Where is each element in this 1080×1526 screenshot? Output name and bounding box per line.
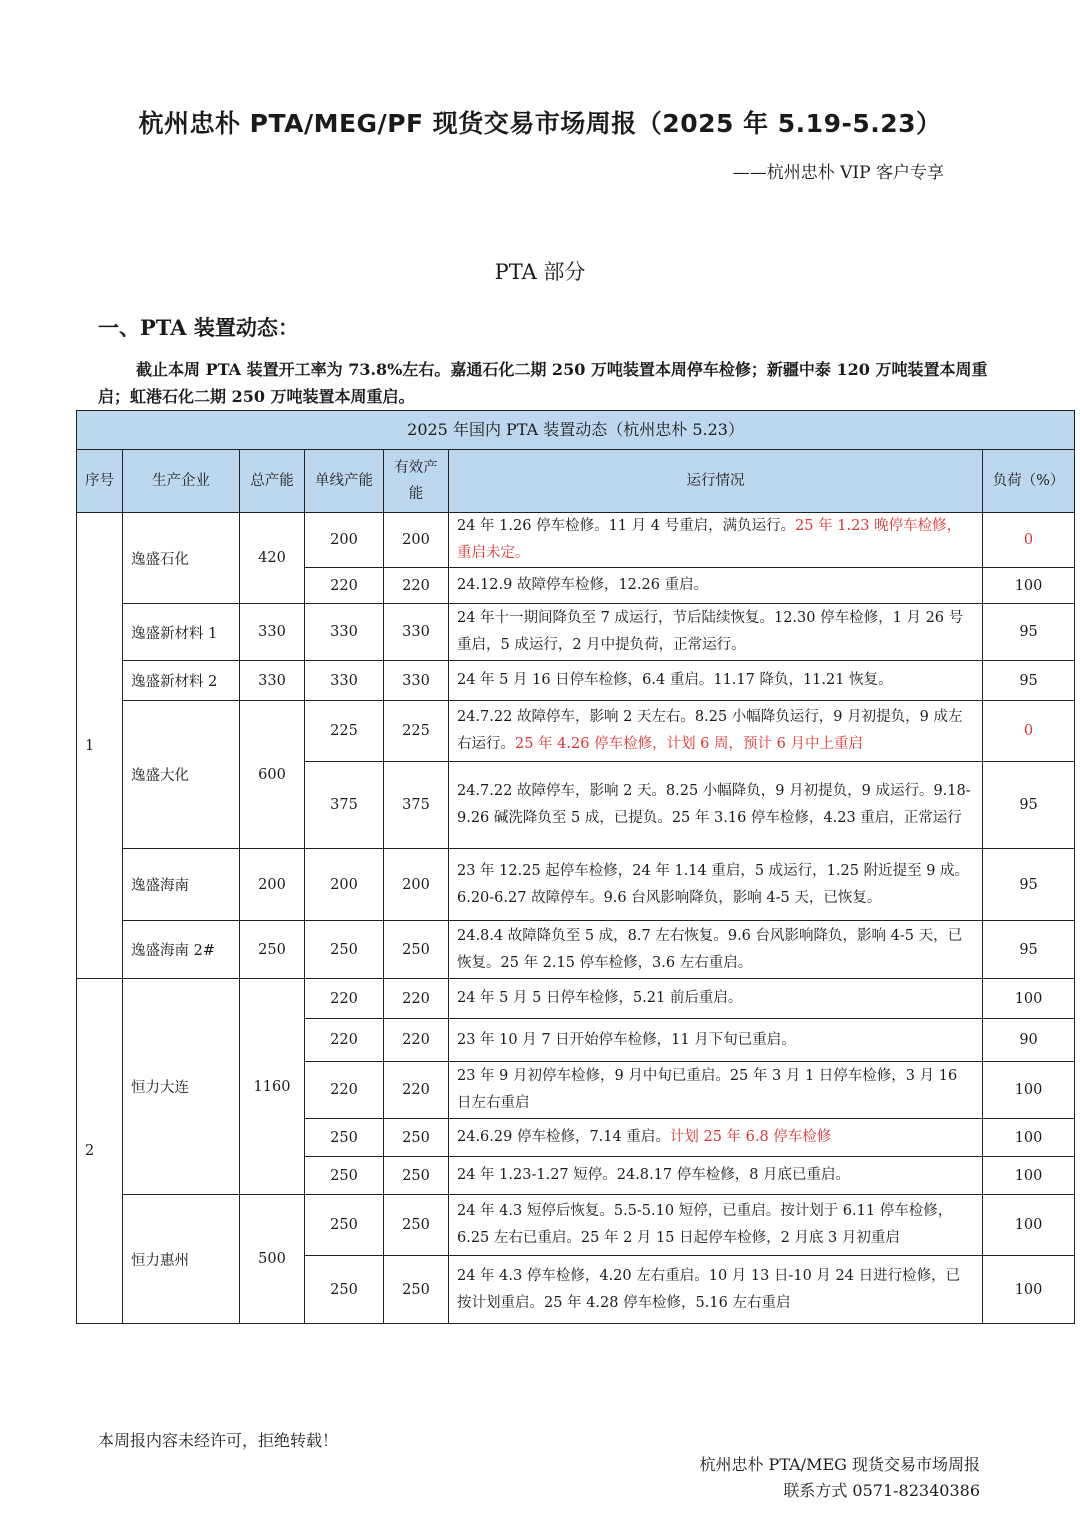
header-effective-capacity: 有效产能 bbox=[384, 450, 449, 513]
status-text: 24.8.4 故障降负至 5 成，8.7 左右恢复。9.6 台风影响降负，影响 4-5 天，已恢复。25 年 2.15 停车检修，3.6 左右重启。 bbox=[449, 921, 983, 979]
table-row bbox=[77, 1195, 1075, 1256]
load-value: 95 bbox=[983, 921, 1075, 979]
header-seq: 序号 bbox=[77, 450, 123, 513]
status-text: 24 年 5 月 5 日停车检修，5.21 前后重启。 bbox=[449, 979, 983, 1019]
company-name: 恒力大连 bbox=[123, 979, 240, 1195]
effective-capacity: 220 bbox=[384, 979, 449, 1019]
pta-plant-table bbox=[76, 410, 1075, 1324]
line-capacity: 250 bbox=[305, 1119, 384, 1157]
effective-capacity: 250 bbox=[384, 1119, 449, 1157]
status-text: 24 年 1.23-1.27 短停。24.8.17 停车检修，8 月底已重启。 bbox=[449, 1157, 983, 1195]
table-row bbox=[77, 979, 1075, 1019]
total-capacity: 200 bbox=[240, 849, 305, 921]
line-capacity: 220 bbox=[305, 568, 384, 604]
load-value: 95 bbox=[983, 604, 1075, 661]
load-value: 100 bbox=[983, 568, 1075, 604]
section-heading: 一、PTA 装置动态： bbox=[98, 315, 299, 340]
effective-capacity: 225 bbox=[384, 701, 449, 762]
company-name: 逸盛新材料 1 bbox=[123, 604, 240, 661]
status-text: 23 年 10 月 7 日开始停车检修，11 月下旬已重启。 bbox=[449, 1019, 983, 1062]
line-capacity: 200 bbox=[305, 513, 384, 568]
status-normal: 24.7.22 故障停车，影响 2 天左右。8.25 小幅降负运行，9 月初提负，9 成左右运行。 bbox=[457, 709, 963, 752]
effective-capacity: 200 bbox=[384, 849, 449, 921]
company-name: 逸盛新材料 2 bbox=[123, 661, 240, 701]
total-capacity: 500 bbox=[240, 1195, 305, 1324]
line-capacity: 225 bbox=[305, 701, 384, 762]
status-text: 24 年 5 月 16 日停车检修，6.4 重启。11.17 降负，11.21 恢复。 bbox=[449, 661, 983, 701]
load-value: 100 bbox=[983, 1119, 1075, 1157]
load-value: 0 bbox=[983, 701, 1075, 762]
report-subtitle: ——杭州忠朴 VIP 客户专享 bbox=[732, 163, 944, 183]
line-capacity: 250 bbox=[305, 1195, 384, 1256]
effective-capacity: 220 bbox=[384, 1019, 449, 1062]
status-text: 24 年 4.3 停车检修，4.20 左右重启。10 月 13 日-10 月 24 日进行检修，已按计划重启。25 年 4.28 停车检修，5.16 左右重启 bbox=[449, 1256, 983, 1324]
total-capacity: 330 bbox=[240, 604, 305, 661]
line-capacity: 220 bbox=[305, 1019, 384, 1062]
status-text: 23 年 12.25 起停车检修，24 年 1.14 重启，5 成运行，1.25 附近提至 9 成。6.20-6.27 故障停车。9.6 台风影响降负，影响 4-5 天，已恢复。 bbox=[449, 849, 983, 921]
load-value: 100 bbox=[983, 1256, 1075, 1324]
effective-capacity: 250 bbox=[384, 1157, 449, 1195]
load-value: 95 bbox=[983, 849, 1075, 921]
effective-capacity: 330 bbox=[384, 661, 449, 701]
status-normal: 24 年 1.26 停车检修。11 月 4 号重启，满负运行。 bbox=[457, 518, 796, 534]
total-capacity: 600 bbox=[240, 701, 305, 849]
effective-capacity: 330 bbox=[384, 604, 449, 661]
report-title: 杭州忠朴 PTA/MEG/PF 现货交易市场周报（2025 年 5.19-5.23） bbox=[138, 109, 942, 138]
line-capacity: 220 bbox=[305, 1062, 384, 1119]
table-row bbox=[77, 513, 1075, 568]
company-name: 恒力惠州 bbox=[123, 1195, 240, 1324]
status-highlight: 25 年 4.26 停车检修，计划 6 周，预计 6 月中上重启 bbox=[515, 736, 863, 752]
load-value: 100 bbox=[983, 979, 1075, 1019]
status-highlight: 25 年 1.23 晚停车检修，重启未定。 bbox=[457, 518, 962, 561]
table-row bbox=[77, 661, 1075, 701]
line-capacity: 200 bbox=[305, 849, 384, 921]
header-load: 负荷（%） bbox=[983, 450, 1075, 513]
effective-capacity: 375 bbox=[384, 762, 449, 849]
status-normal: 24.6.29 停车检修，7.14 重启。 bbox=[457, 1129, 670, 1145]
effective-capacity: 250 bbox=[384, 1195, 449, 1256]
status-text bbox=[449, 513, 983, 568]
effective-capacity: 220 bbox=[384, 568, 449, 604]
status-text: 24 年十一期间降负至 7 成运行，节后陆续恢复。12.30 停车检修，1 月 26 号重启，5 成运行，2 月中提负荷，正常运行。 bbox=[449, 604, 983, 661]
group-seq: 1 bbox=[77, 513, 123, 979]
footer-org: 杭州忠朴 PTA/MEG 现货交易市场周报 bbox=[699, 1455, 980, 1474]
effective-capacity: 250 bbox=[384, 921, 449, 979]
effective-capacity: 220 bbox=[384, 1062, 449, 1119]
status-text bbox=[449, 701, 983, 762]
total-capacity: 420 bbox=[240, 513, 305, 604]
load-value: 95 bbox=[983, 762, 1075, 849]
company-name: 逸盛海南 bbox=[123, 849, 240, 921]
line-capacity: 330 bbox=[305, 661, 384, 701]
section-title: PTA 部分 bbox=[494, 260, 586, 284]
table-row bbox=[77, 849, 1075, 921]
line-capacity: 220 bbox=[305, 979, 384, 1019]
load-value: 100 bbox=[983, 1062, 1075, 1119]
table-row bbox=[77, 701, 1075, 762]
group-seq: 2 bbox=[77, 979, 123, 1324]
company-name: 逸盛海南 2# bbox=[123, 921, 240, 979]
effective-capacity: 200 bbox=[384, 513, 449, 568]
status-text: 24.12.9 故障停车检修，12.26 重启。 bbox=[449, 568, 983, 604]
line-capacity: 375 bbox=[305, 762, 384, 849]
line-capacity: 330 bbox=[305, 604, 384, 661]
load-value: 0 bbox=[983, 513, 1075, 568]
table-caption: 2025 年国内 PTA 装置动态（杭州忠朴 5.23） bbox=[77, 411, 1075, 450]
line-capacity: 250 bbox=[305, 1256, 384, 1324]
header-line-capacity: 单线产能 bbox=[305, 450, 384, 513]
table-row bbox=[77, 604, 1075, 661]
disclaimer: 本周报内容未经许可，拒绝转载！ bbox=[98, 1431, 339, 1450]
total-capacity: 250 bbox=[240, 921, 305, 979]
load-value: 95 bbox=[983, 661, 1075, 701]
status-highlight: 计划 25 年 6.8 停车检修 bbox=[669, 1129, 832, 1145]
status-text: 24.7.22 故障停车，影响 2 天。8.25 小幅降负，9 月初提负，9 成运行。9.18-9.26 碱洗降负至 5 成，已提负。25 年 3.16 停车检修，4.23 重启，正常运行 bbox=[449, 762, 983, 849]
load-value: 100 bbox=[983, 1195, 1075, 1256]
load-value: 100 bbox=[983, 1157, 1075, 1195]
line-capacity: 250 bbox=[305, 1157, 384, 1195]
status-text bbox=[449, 1119, 983, 1157]
header-company: 生产企业 bbox=[123, 450, 240, 513]
company-name: 逸盛石化 bbox=[123, 513, 240, 604]
effective-capacity: 250 bbox=[384, 1256, 449, 1324]
footer-contact: 联系方式 0571-82340386 bbox=[783, 1481, 980, 1500]
table-row bbox=[77, 921, 1075, 979]
load-value: 90 bbox=[983, 1019, 1075, 1062]
company-name: 逸盛大化 bbox=[123, 701, 240, 849]
status-text: 23 年 9 月初停车检修，9 月中旬已重启。25 年 3 月 1 日停车检修，3 月 16 日左右重启 bbox=[449, 1062, 983, 1119]
header-total-capacity: 总产能 bbox=[240, 450, 305, 513]
line-capacity: 250 bbox=[305, 921, 384, 979]
total-capacity: 330 bbox=[240, 661, 305, 701]
total-capacity: 1160 bbox=[240, 979, 305, 1195]
header-status: 运行情况 bbox=[449, 450, 983, 513]
intro-paragraph: 截止本周 PTA 装置开工率为 73.8%左右。嘉通石化二期 250 万吨装置本周停车检修；新疆中泰 120 万吨装置本周重启；虹港石化二期 250 万吨装置本周重启。 bbox=[98, 360, 988, 406]
status-text: 24 年 4.3 短停后恢复。5.5-5.10 短停，已重启。按计划于 6.11 停车检修，6.25 左右已重启。25 年 2 月 15 日起停车检修，2 月底 3 月初重启 bbox=[449, 1195, 983, 1256]
